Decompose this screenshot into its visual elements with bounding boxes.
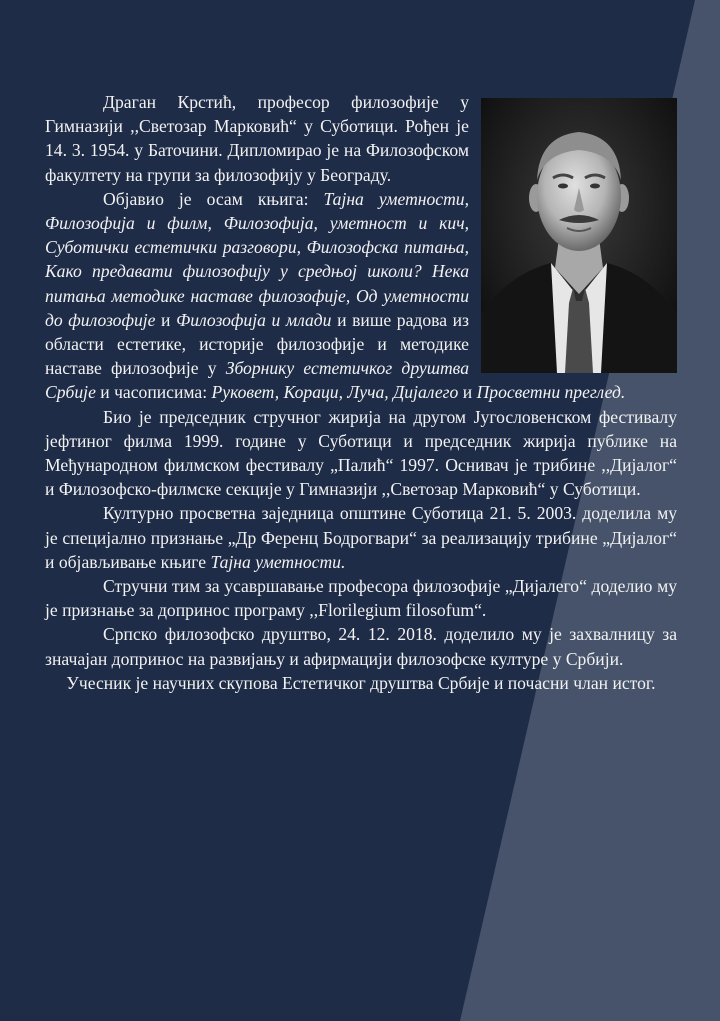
paragraph-award-dijalego: Стручни тим за усавршавање професора филозофије „Дијалего“ доделио му је признање за допринос програму ,,Florilegium filosofum“. [45, 576, 677, 621]
books-text: и часописима: [95, 382, 212, 403]
magazines-titles: Руковет, Корацu, Луча, Дијалего [211, 382, 459, 403]
paragraph-award-sfd: Српско филозофско друштво, 24. 12. 2018. доделило му је захвалницу за значајан допринос на развијању и афирмацији филозофске културе у Србији. [45, 624, 677, 669]
magazine-title-last: Просветни преглед. [476, 382, 626, 403]
biography-text [45, 90, 677, 695]
paragraph-intro: Драган Крстић, професор филозофије у Гимназији ,,Светозар Марковић“ у Суботици. Рођен је 14. 3. 1954. у Баточини. Дипломирао је на Филозофском факултету на групи за филозофију у Београду. [45, 92, 469, 185]
books-text: и [458, 382, 477, 403]
paragraph-jury: Био је председник стручног жирија на другом Југословенском фестивалу јефтиног филма 1999. године у Суботици и председник жирија публике на Међународном филмском фестивалу „Палић“ 1997. Оснивач је трибине ,,Дијалог“ и Филозофско-филмске секције у Гимназији ,,Светозар Марковић“ у Суботици. [45, 406, 677, 500]
books-titles: Тајна уметности, Филозофија и филм, Филозофија, уметност и кич, Суботички естетички разговори, Филозофска питања, Како предавати филозофију у средњој школи? Нека питања методике наставе филозофије, Од уметности до филозофије [45, 188, 470, 330]
books-text: Објавио је осам књига: [103, 188, 324, 209]
award-book-title: Тајна уметности. [210, 551, 346, 572]
portrait-image [481, 98, 677, 373]
books-text: и [155, 309, 177, 330]
portrait-photo [481, 98, 677, 373]
award-text: Културно просветна заједница општине Суботица 21. 5. 2003. доделила му је специјално признање „Др Ференц Бодрогвари“ за реализацију трибине „Дијалог“ и објављивање књиге [45, 503, 677, 572]
books-title-last: Филозофија и млади [176, 309, 332, 330]
journal-title: Зборнику естетичког друштва Србије [45, 358, 469, 403]
paragraph-award-kpz [45, 501, 677, 574]
paragraph-conferences: Учесник је научних скупова Естетичког друштва Србије и почасни члан истог. [66, 672, 656, 693]
books-text: и више радова из области естетике, историје филозофије и методике наставе филозофије у [45, 309, 469, 379]
